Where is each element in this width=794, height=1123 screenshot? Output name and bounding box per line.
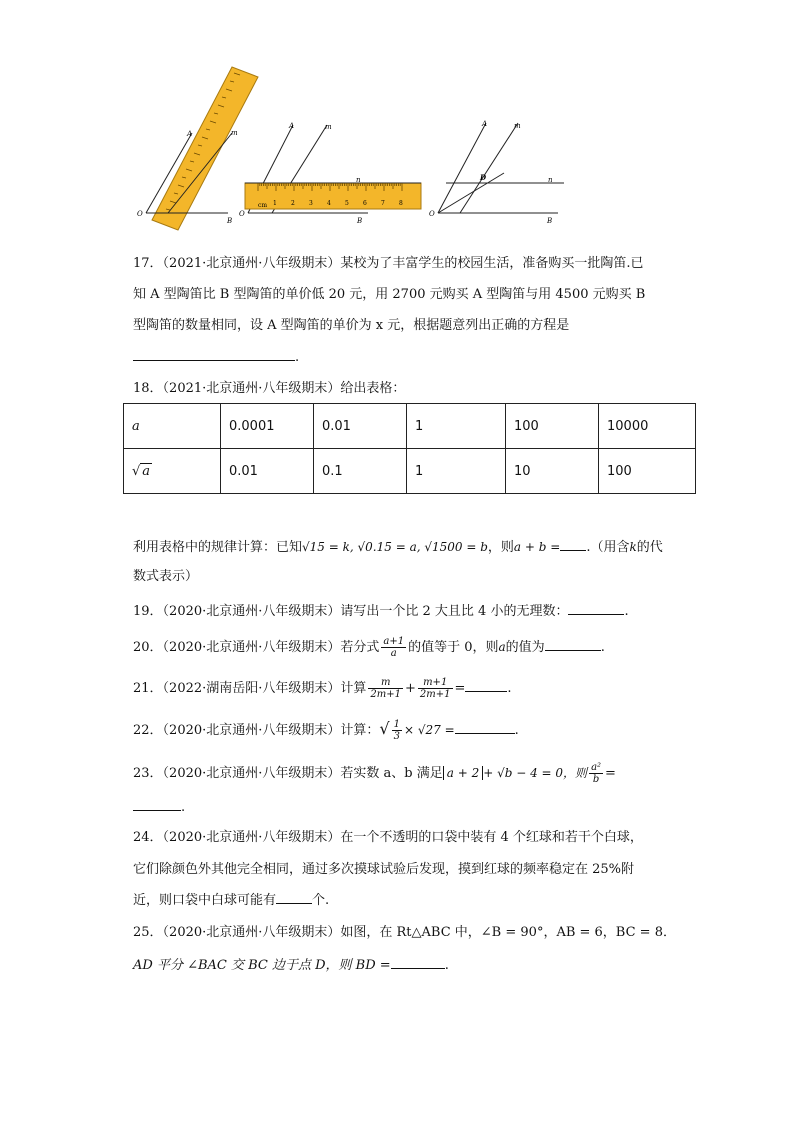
label-B-3: B	[547, 217, 553, 225]
label-n-3: n	[548, 176, 553, 184]
table-cell: 0.01	[314, 404, 407, 449]
q18-after-text-2: ，则	[487, 540, 514, 555]
q23-fraction: $\frac{\text{a²}}{b}$	[591, 762, 602, 785]
q18-table	[123, 403, 696, 494]
sqrt-a: √ a	[132, 463, 151, 479]
table-cell	[124, 449, 221, 494]
q18-expression: √15 = k, √0.15 = a, √1500 = b	[302, 540, 488, 554]
q22-pre: 22．（2020·北京通州·八年级期末）计算：	[133, 723, 380, 738]
q22-line	[133, 718, 519, 742]
figure-3	[429, 120, 564, 225]
q23-abs: a + 2	[443, 766, 483, 780]
q24-line-3	[133, 889, 329, 912]
q17-answer-line	[133, 346, 299, 369]
q24-line-3-end: 个.	[312, 893, 330, 908]
q21-plus: +	[405, 681, 416, 696]
table-cell: 0.0001	[221, 404, 314, 449]
table-cell: 0.1	[314, 449, 407, 494]
q17-answer-blank[interactable]	[133, 346, 295, 361]
q17-end: .	[295, 350, 300, 365]
figure-svg	[130, 65, 570, 240]
table-cell: a	[124, 404, 221, 449]
q18-after-text-3: .（用含	[586, 540, 630, 555]
q19-end: .	[624, 604, 629, 619]
ruler-tick-label-7: 7	[381, 200, 385, 207]
q18-after-text-1: 利用表格中的规律计算：已知	[133, 540, 303, 555]
ruler-tick-label-8: 8	[399, 200, 403, 207]
label-A-3: A	[482, 120, 488, 128]
table-cell: 0.01	[221, 449, 314, 494]
q20-var: a	[498, 640, 506, 654]
q24-line-3-text: 近，则口袋中白球可能有	[133, 893, 277, 908]
label-D-3: D	[480, 173, 487, 182]
q20-mid: 的值等于 0，则	[408, 640, 499, 655]
q21-fraction-2: $\frac{m+1}{2m+1}$	[419, 677, 451, 700]
ruler-tick-label-2: 2	[291, 200, 295, 207]
table-cell: 1	[407, 449, 506, 494]
label-B-1: B	[227, 217, 233, 225]
figure-2	[239, 122, 421, 225]
ruler-tick-label-3: 3	[309, 200, 313, 207]
label-B-2: B	[357, 217, 363, 225]
q21-end: .	[507, 681, 512, 696]
q23-answer-blank[interactable]	[133, 796, 181, 811]
q18-after-text-4: 的代	[636, 540, 663, 555]
q23-line	[133, 762, 616, 785]
q20-answer-blank[interactable]	[545, 636, 601, 651]
label-O-2: O	[239, 210, 245, 218]
label-A-1: A	[187, 130, 193, 138]
table-row	[124, 449, 696, 494]
q19-line	[133, 600, 629, 623]
q17-line-3: 型陶笛的数量相同，设 A 型陶笛的单价为 x 元，根据题意列出正确的方程是	[133, 318, 570, 333]
ruler-figures	[130, 65, 570, 240]
label-m-1: m	[231, 129, 238, 137]
q21-line	[133, 677, 512, 700]
q25-line-1: 25．（2020·北京通州·八年级期末）如图，在 Rt△ABC 中，∠B = 90°，AB = 6，BC = 8．	[133, 925, 676, 940]
ruler-tick-label-5: 5	[345, 200, 349, 207]
q23-answer-line	[133, 796, 185, 819]
q25-line-2	[133, 954, 449, 977]
q18-after-line-1	[133, 536, 663, 559]
q21-pre: 21．（2022·湖南岳阳·八年级期末）计算	[133, 681, 367, 696]
q17-line-2: 知 A 型陶笛比 B 型陶笛的单价低 20 元，用 2700 元购买 A 型陶笛与用 4500 元购买 B	[133, 287, 646, 302]
label-O-1: O	[137, 210, 143, 218]
q18-answer-blank[interactable]	[560, 536, 586, 551]
q18-ab-expression: a + b =	[513, 540, 561, 554]
q21-eq: =	[454, 681, 466, 696]
tilted-ruler	[152, 67, 258, 230]
q24-line-2: 它们除颜色外其他完全相同，通过多次摸球试验后发现，摸到红球的频率稳定在 25%附	[133, 862, 635, 877]
ruler-tick-label-1: 1	[273, 200, 277, 207]
q25-end: .	[444, 958, 449, 973]
table-cell: 100	[506, 404, 599, 449]
label-n-2: n	[356, 176, 361, 184]
figure-1	[137, 67, 258, 230]
q18-k: k	[629, 540, 637, 554]
q25-answer-blank[interactable]	[391, 954, 445, 969]
q22-fraction: $\frac{1}{3}$	[393, 719, 400, 742]
q23-end: .	[181, 800, 186, 815]
table-cell: 10000	[599, 404, 696, 449]
q21-fraction-1: $\frac{m}{2m+1}$	[370, 677, 401, 700]
q24-answer-blank[interactable]	[276, 889, 312, 904]
q22-times: × √27 =	[403, 723, 455, 737]
q20-pre: 20．（2020·北京通州·八年级期末）若分式	[133, 640, 380, 655]
ruler-cm-label: cm	[258, 202, 268, 209]
table-row	[124, 404, 696, 449]
q23-pre: 23．（2020·北京通州·八年级期末）若实数 a、b 满足	[133, 766, 443, 781]
q20-fraction: $\frac{a+1}{a}$	[383, 636, 405, 659]
q25-line-2-text: AD 平分 ∠BAC 交 BC 边于点 D，则 BD =	[133, 958, 391, 973]
q18-after-line-2: 数式表示）	[133, 569, 199, 584]
table-cell: 1	[407, 404, 506, 449]
label-m-3: m	[514, 122, 521, 130]
q19-text: 19．（2020·北京通州·八年级期末）请写出一个比 2 大且比 4 小的无理数：	[133, 604, 569, 619]
ray-OA-3	[438, 123, 486, 213]
q23-eq: =	[605, 766, 616, 781]
table-cell: 100	[599, 449, 696, 494]
ruler-tick-label-4: 4	[327, 200, 331, 207]
horizontal-ruler	[245, 183, 421, 209]
label-O-3: O	[429, 210, 435, 218]
q22-radical: √	[379, 719, 390, 738]
q19-answer-blank[interactable]	[568, 600, 624, 615]
ray-OD-3	[438, 173, 504, 213]
q22-answer-blank[interactable]	[455, 719, 515, 734]
q18-intro: 18．（2021·北京通州·八年级期末）给出表格：	[133, 381, 406, 396]
q21-answer-blank[interactable]	[465, 677, 507, 692]
q20-end: .	[600, 640, 605, 655]
ruler-tick-label-6: 6	[363, 200, 367, 207]
q23-rest: + √b − 4 = 0，则	[483, 766, 588, 780]
table-cell: 10	[506, 449, 599, 494]
label-A-2: A	[289, 122, 295, 130]
line-m-3	[460, 123, 518, 213]
q20-line	[133, 636, 605, 659]
q20-post: 的值为	[505, 640, 545, 655]
q22-end: .	[514, 723, 519, 738]
q17-line-1: 17．（2021·北京通州·八年级期末）某校为了丰富学生的校园生活，准备购买一批陶笛.已	[133, 256, 644, 271]
label-m-2: m	[325, 123, 332, 131]
q24-line-1: 24．（2020·北京通州·八年级期末）在一个不透明的口袋中装有 4 个红球和若干个白球，	[133, 830, 643, 845]
